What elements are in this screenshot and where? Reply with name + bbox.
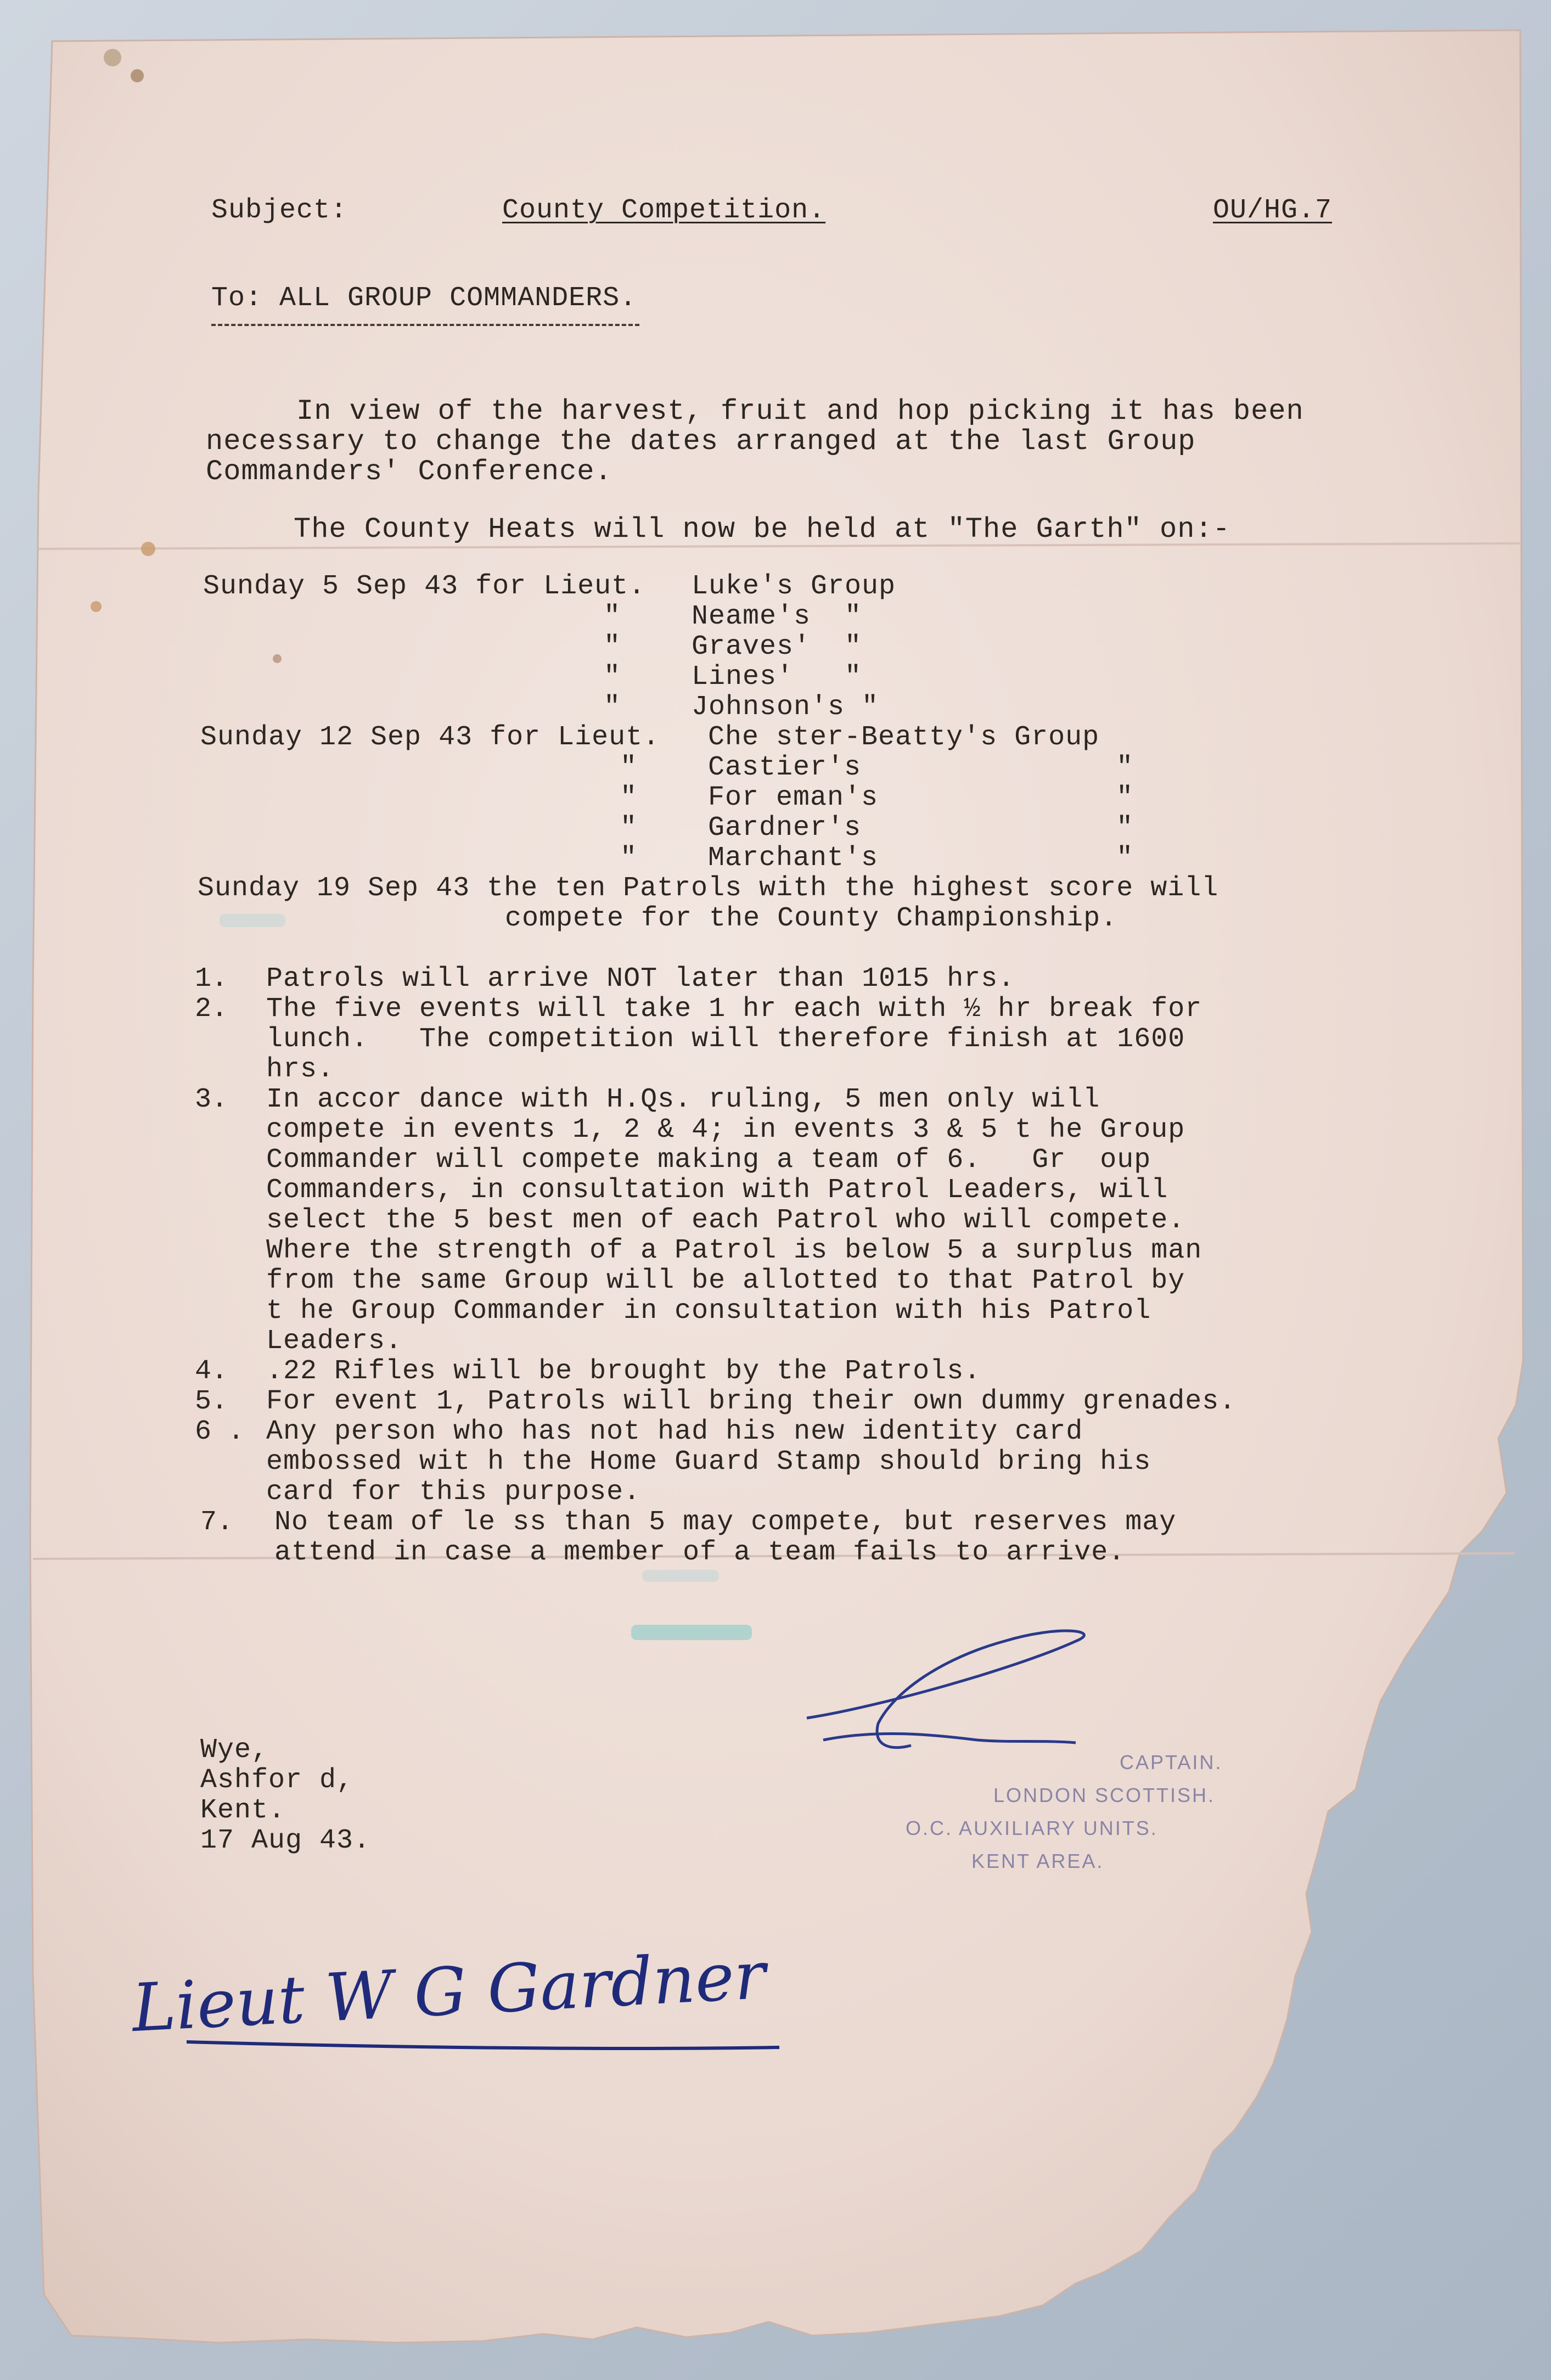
item-line: For event 1, Patrols will bring their own dummy grenades. xyxy=(266,1386,1237,1417)
reference-number: OU/HG.7 xyxy=(1213,195,1333,226)
intro-line-1: In view of the harvest, fruit and hop picking it has been xyxy=(296,395,1304,428)
address-line: Kent. xyxy=(200,1795,286,1826)
item-line: from the same Group will be allotted to that Patrol by xyxy=(266,1265,1185,1296)
stamp-line: O.C. AUXILIARY UNITS. xyxy=(906,1817,1158,1839)
heats-line: The County Heats will now be held at "The Garth" on:- xyxy=(294,513,1230,546)
sunday-5-sep: Sunday 5 Sep 43 for Lieut. xyxy=(203,571,646,602)
item-line: card for this purpose. xyxy=(266,1477,641,1508)
item-line: Commander will compete making a team of 6. Gr oup xyxy=(266,1144,1151,1176)
item-line: Commanders, in consultation with Patrol Leaders, will xyxy=(266,1175,1168,1206)
addressee: To: ALL GROUP COMMANDERS. xyxy=(211,283,637,314)
letter-date: 17 Aug 43. xyxy=(200,1825,371,1856)
group-marchant: Marchant's " xyxy=(708,843,1134,874)
group-neame: Neame's " xyxy=(692,601,862,632)
stamp-line: CAPTAIN. xyxy=(1120,1751,1223,1773)
item-line: In accor dance with H.Qs. ruling, 5 men only will xyxy=(266,1084,1100,1115)
group-luke: Luke's Group xyxy=(692,571,896,602)
ditto-mark: " xyxy=(604,631,621,663)
item-line: Patrols will arrive NOT later than 1015 hrs. xyxy=(266,963,1015,995)
sunday-19-sep-cont: compete for the County Championship. xyxy=(505,903,1118,934)
ditto-mark: " xyxy=(620,843,638,874)
item-line: attend in case a member of a team fails to arrive. xyxy=(274,1537,1126,1568)
ditto-mark: " xyxy=(604,692,621,723)
ditto-mark: " xyxy=(604,601,621,632)
group-gardner: Gardner's " xyxy=(708,812,1134,844)
ditto-mark: " xyxy=(604,661,621,693)
sunday-12-sep: Sunday 12 Sep 43 for Lieut. xyxy=(200,722,660,753)
intro-line-3: Commanders' Conference. xyxy=(206,456,612,488)
intro-line-2: necessary to change the dates arranged at the last Group xyxy=(206,425,1196,458)
sunday-19-sep: Sunday 19 Sep 43 the ten Patrols with the highest score will xyxy=(198,873,1219,904)
item-number: 7. xyxy=(200,1507,234,1538)
item-number: 6 . xyxy=(195,1416,245,1447)
group-chester-beatty: Che ster-Beatty's Group xyxy=(708,722,1100,753)
item-line: The five events will take 1 hr each with ½ hr break for xyxy=(266,993,1202,1025)
item-line: Where the strength of a Patrol is below 5 a surplus man xyxy=(266,1235,1202,1266)
group-foreman: For eman's " xyxy=(708,782,1134,813)
item-number: 2. xyxy=(195,993,228,1025)
item-line: embossed wit h the Home Guard Stamp should bring his xyxy=(266,1446,1151,1478)
item-line: select the 5 best men of each Patrol who will compete. xyxy=(266,1205,1185,1236)
item-line: lunch. The competition will therefore finish at 1600 xyxy=(266,1024,1185,1055)
group-castier: Castier's " xyxy=(708,752,1134,783)
item-number: 4. xyxy=(195,1356,228,1387)
item-line: hrs. xyxy=(266,1054,335,1085)
group-graves: Graves' " xyxy=(692,631,862,663)
item-line: Leaders. xyxy=(266,1326,403,1357)
subject-label: Subject: xyxy=(211,195,348,226)
item-number: 5. xyxy=(195,1386,228,1417)
ditto-mark: " xyxy=(620,782,638,813)
item-line: .22 Rifles will be brought by the Patrols. xyxy=(266,1356,981,1387)
address-line: Wye, xyxy=(200,1735,269,1766)
stamp-line: KENT AREA. xyxy=(971,1850,1104,1872)
item-line: compete in events 1, 2 & 4; in events 3 & 5 t he Group xyxy=(266,1114,1185,1146)
item-line: Any person who has not had his new identity card xyxy=(266,1416,1083,1447)
stamp-line: LONDON SCOTTISH. xyxy=(993,1784,1216,1806)
item-line: No team of le ss than 5 may compete, but reserves may xyxy=(274,1507,1177,1538)
handwritten-name: Lieut W G Gardner xyxy=(130,1937,768,2047)
address-line: Ashfor d, xyxy=(200,1765,354,1796)
group-lines: Lines' " xyxy=(692,661,862,693)
item-number: 3. xyxy=(195,1084,228,1115)
group-johnson: Johnson's " xyxy=(692,692,879,723)
ditto-mark: " xyxy=(620,752,638,783)
item-line: t he Group Commander in consultation with his Patrol xyxy=(266,1295,1151,1327)
addressee-underline xyxy=(211,324,639,326)
item-number: 1. xyxy=(195,963,228,995)
subject-title: County Competition. xyxy=(502,195,826,226)
ditto-mark: " xyxy=(620,812,638,844)
